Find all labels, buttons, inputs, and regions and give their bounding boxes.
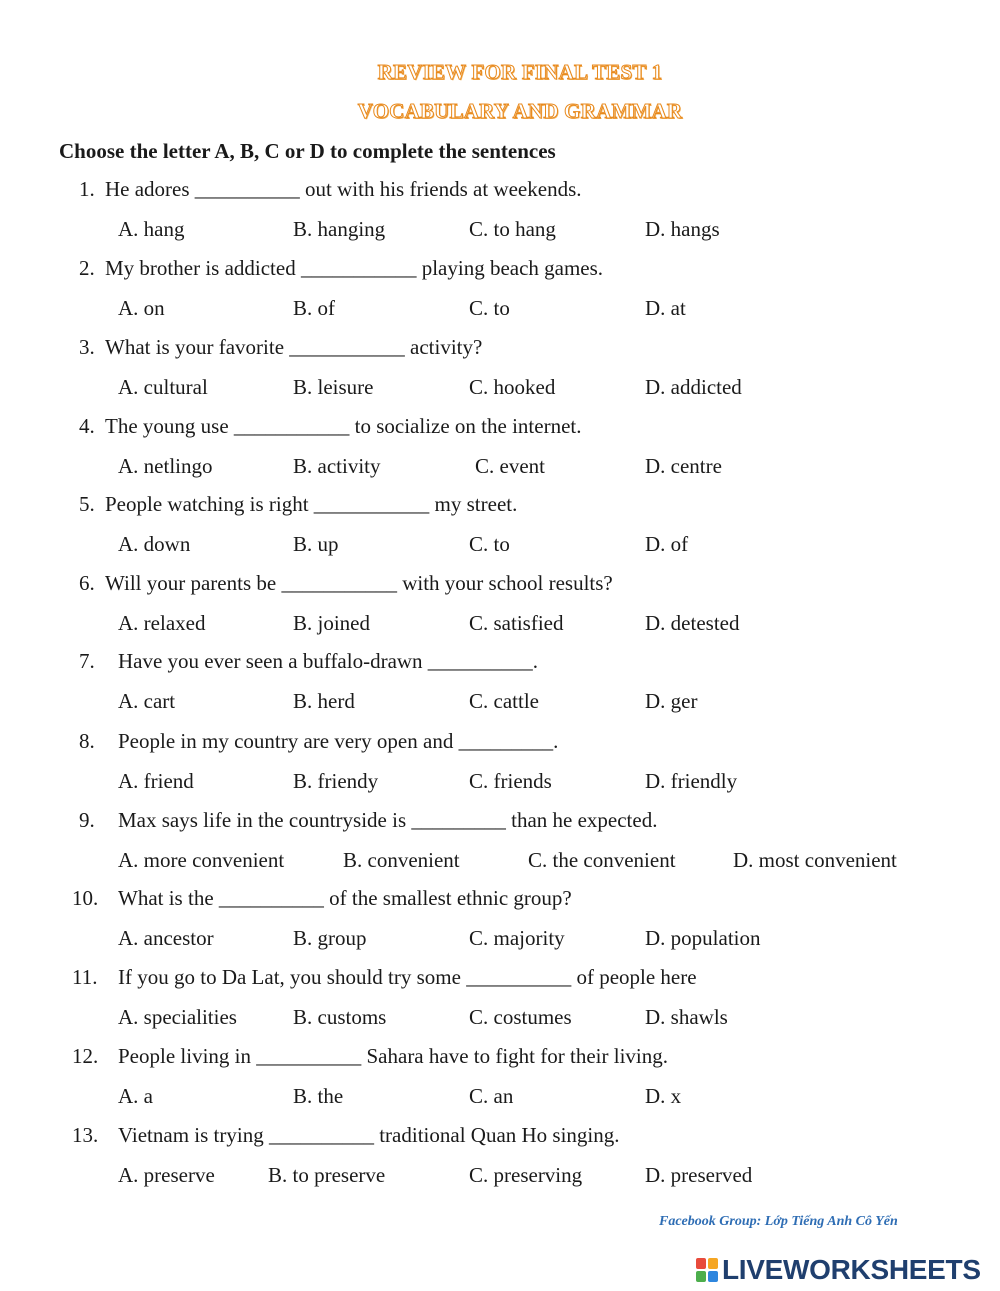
question-text: People living in __________ Sahara have to fight for their living. bbox=[118, 1044, 668, 1068]
answer-option-b[interactable]: B. group bbox=[293, 926, 367, 950]
worksheet-subtitle: VOCABULARY AND GRAMMAR bbox=[357, 99, 683, 123]
worksheet-title: REVIEW FOR FINAL TEST 1 bbox=[377, 60, 663, 84]
question-text: Max says life in the countryside is _________ than he expected. bbox=[118, 808, 658, 832]
answer-option-c[interactable]: C. the convenient bbox=[528, 848, 676, 872]
answer-option-a[interactable]: A. netlingo bbox=[118, 454, 213, 478]
question-number: 12. bbox=[72, 1044, 99, 1068]
answer-option-d[interactable]: D. shawls bbox=[645, 1005, 728, 1029]
answer-option-b[interactable]: B. leisure bbox=[293, 375, 374, 399]
logo-square-blue bbox=[708, 1271, 718, 1282]
answer-option-a[interactable]: A. relaxed bbox=[118, 611, 206, 635]
question-text: The young use ___________ to socialize on the internet. bbox=[105, 414, 582, 438]
answer-option-b[interactable]: B. customs bbox=[293, 1005, 387, 1029]
answer-option-b[interactable]: B. joined bbox=[293, 611, 370, 635]
answer-option-a[interactable]: A. more convenient bbox=[118, 848, 285, 872]
answer-option-a[interactable]: A. ancestor bbox=[118, 926, 214, 950]
answer-option-a[interactable]: A. hang bbox=[118, 217, 185, 241]
question-text: If you go to Da Lat, you should try some __________ of people here bbox=[118, 965, 697, 989]
question-text: He adores __________ out with his friends at weekends. bbox=[105, 177, 582, 201]
facebook-group-credit: Facebook Group: Lớp Tiếng Anh Cô Yến bbox=[659, 1214, 898, 1229]
answer-option-b[interactable]: B. of bbox=[293, 296, 335, 320]
question-number: 1. bbox=[79, 177, 95, 201]
answer-option-c[interactable]: C. to bbox=[469, 532, 510, 556]
question-number: 3. bbox=[79, 335, 95, 359]
question-text: People in my country are very open and _________. bbox=[118, 729, 559, 753]
answer-option-c[interactable]: C. an bbox=[469, 1084, 514, 1108]
question-text: Will your parents be ___________ with your school results? bbox=[105, 571, 613, 595]
answer-option-a[interactable]: A. preserve bbox=[118, 1163, 215, 1187]
answer-option-c[interactable]: C. preserving bbox=[469, 1163, 583, 1187]
answer-option-b[interactable]: B. to preserve bbox=[268, 1163, 386, 1187]
question-number: 7. bbox=[79, 649, 95, 673]
question-number: 2. bbox=[79, 256, 95, 280]
answer-option-b[interactable]: B. activity bbox=[293, 454, 381, 478]
answer-option-a[interactable]: A. on bbox=[118, 296, 165, 320]
answer-option-c[interactable]: C. friends bbox=[469, 769, 552, 793]
answer-option-c[interactable]: C. hooked bbox=[469, 375, 556, 399]
answer-option-d[interactable]: D. at bbox=[645, 296, 686, 320]
answer-option-a[interactable]: A. cart bbox=[118, 689, 176, 713]
answer-option-b[interactable]: B. friendy bbox=[293, 769, 379, 793]
question-number: 9. bbox=[79, 808, 95, 832]
answer-option-a[interactable]: A. friend bbox=[118, 769, 194, 793]
question-number: 4. bbox=[79, 414, 95, 438]
answer-option-d[interactable]: D. x bbox=[645, 1084, 682, 1108]
answer-option-d[interactable]: D. hangs bbox=[645, 217, 720, 241]
answer-option-d[interactable]: D. of bbox=[645, 532, 689, 556]
answer-option-d[interactable]: D. most convenient bbox=[733, 848, 897, 872]
answer-option-c[interactable]: C. to hang bbox=[469, 217, 556, 241]
liveworksheets-logo bbox=[696, 1254, 981, 1286]
answer-option-c[interactable]: C. majority bbox=[469, 926, 565, 950]
answer-option-a[interactable]: A. specialities bbox=[118, 1005, 237, 1029]
answer-option-d[interactable]: D. population bbox=[645, 926, 761, 950]
logo-square-orange bbox=[708, 1258, 718, 1269]
logo-square-green bbox=[696, 1271, 706, 1282]
question-number: 11. bbox=[72, 965, 98, 989]
answer-option-d[interactable]: D. ger bbox=[645, 689, 698, 713]
logo-text: LIVEWORKSHEETS bbox=[722, 1254, 981, 1285]
logo-square-red bbox=[696, 1258, 706, 1269]
answer-option-b[interactable]: B. herd bbox=[293, 689, 355, 713]
answer-option-a[interactable]: A. a bbox=[118, 1084, 153, 1108]
answer-option-a[interactable]: A. cultural bbox=[118, 375, 208, 399]
answer-option-b[interactable]: B. the bbox=[293, 1084, 344, 1108]
answer-option-d[interactable]: D. addicted bbox=[645, 375, 742, 399]
answer-option-c[interactable]: C. event bbox=[475, 454, 545, 478]
question-text: Vietnam is trying __________ traditional Quan Ho singing. bbox=[118, 1123, 620, 1147]
question-text: My brother is addicted ___________ playing beach games. bbox=[105, 256, 604, 280]
question-number: 13. bbox=[72, 1123, 99, 1147]
answer-option-b[interactable]: B. hanging bbox=[293, 217, 386, 241]
logo-icon bbox=[696, 1258, 718, 1282]
question-number: 6. bbox=[79, 571, 95, 595]
answer-option-d[interactable]: D. detested bbox=[645, 611, 740, 635]
answer-option-d[interactable]: D. preserved bbox=[645, 1163, 753, 1187]
answer-option-c[interactable]: C. cattle bbox=[469, 689, 539, 713]
answer-option-d[interactable]: D. centre bbox=[645, 454, 722, 478]
question-text: People watching is right ___________ my street. bbox=[105, 492, 518, 516]
question-text: What is your favorite ___________ activity? bbox=[105, 335, 483, 359]
instructions: Choose the letter A, B, C or D to complete the sentences bbox=[59, 139, 556, 163]
answer-option-d[interactable]: D. friendly bbox=[645, 769, 738, 793]
question-number: 8. bbox=[79, 729, 95, 753]
answer-option-b[interactable]: B. up bbox=[293, 532, 339, 556]
question-text: What is the __________ of the smallest ethnic group? bbox=[118, 886, 572, 910]
answer-option-c[interactable]: C. costumes bbox=[469, 1005, 572, 1029]
question-number: 10. bbox=[72, 886, 99, 910]
answer-option-c[interactable]: C. satisfied bbox=[469, 611, 564, 635]
question-text: Have you ever seen a buffalo-drawn __________. bbox=[118, 649, 539, 673]
question-number: 5. bbox=[79, 492, 95, 516]
answer-option-a[interactable]: A. down bbox=[118, 532, 191, 556]
answer-option-b[interactable]: B. convenient bbox=[343, 848, 460, 872]
answer-option-c[interactable]: C. to bbox=[469, 296, 510, 320]
